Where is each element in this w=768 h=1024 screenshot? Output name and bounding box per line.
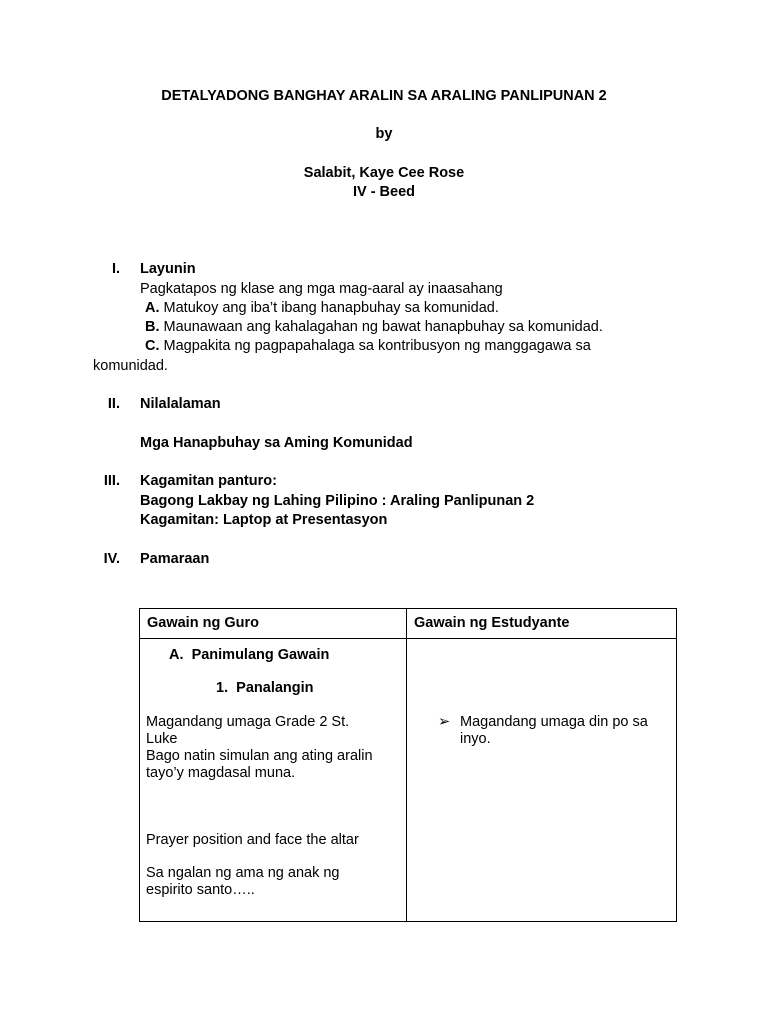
student-line: Magandang umaga din po sa — [460, 714, 648, 730]
objective-text: Maunawaan ang kahalagahan ng bawat hanapbuhay sa komunidad. — [163, 319, 603, 335]
section-heading-pamaraan: Pamaraan — [140, 551, 210, 567]
teacher-line: Bago natin simulan ang ating aralin — [146, 748, 373, 764]
by-line: by — [375, 126, 393, 142]
section-numeral-i: I. — [111, 261, 120, 277]
part-letter: A. — [169, 647, 184, 663]
author-name: Salabit, Kaye Cee Rose — [303, 165, 465, 181]
teacher-activity-cell — [140, 639, 407, 922]
student-activity-cell — [407, 639, 677, 922]
document-title: DETALYADONG BANGHAY ARALIN SA ARALING PANLIPUNAN 2 — [161, 88, 607, 104]
material-line: Kagamitan: Laptop at Presentasyon — [140, 512, 388, 528]
step-title: Panalangin — [236, 680, 314, 696]
part-heading — [169, 647, 329, 664]
part-title: Panimulang Gawain — [191, 647, 330, 663]
section-heading-nilalalaman: Nilalalaman — [140, 396, 221, 412]
objective-text: Magpakita ng pagpapahalaga sa kontribusyon ng manggagawa sa — [163, 338, 591, 354]
step-heading — [216, 680, 314, 697]
teacher-line: espirito santo….. — [146, 882, 255, 898]
student-line: inyo. — [460, 731, 491, 747]
section-numeral-iii: III. — [103, 473, 120, 489]
step-number: 1. — [216, 680, 229, 696]
section-numeral-iv: IV. — [103, 551, 120, 567]
teacher-line: Sa ngalan ng ama ng anak ng — [146, 865, 340, 881]
teacher-line: Magandang umaga Grade 2 St. — [146, 714, 350, 730]
section-heading-kagamitan: Kagamitan panturo: — [140, 473, 277, 489]
procedure-table — [139, 608, 677, 922]
objective-letter: A. — [145, 300, 160, 316]
objective-b — [145, 319, 603, 335]
section-numeral-ii: II. — [107, 396, 120, 412]
layunin-intro: Pagkatapos ng klase ang mga mag-aaral ay inaasahang — [140, 281, 503, 297]
objective-c-continuation: komunidad. — [93, 358, 168, 374]
table-header-row — [140, 609, 677, 639]
objective-a — [145, 300, 499, 316]
material-line: Bagong Lakbay ng Lahing Pilipino : Araling Panlipunan 2 — [140, 493, 535, 509]
objective-letter: B. — [145, 319, 160, 335]
author-course: IV - Beed — [352, 184, 416, 200]
teacher-instruction: Prayer position and face the altar — [146, 832, 359, 848]
lesson-topic: Mga Hanapbuhay sa Aming Komunidad — [140, 435, 413, 451]
header-gawain-ng-estudyante: Gawain ng Estudyante — [407, 609, 677, 639]
teacher-line: Luke — [146, 731, 178, 747]
bullet-arrow-icon: ➢ — [438, 714, 451, 730]
teacher-line: tayo’y magdasal muna. — [146, 765, 296, 781]
section-heading-layunin: Layunin — [140, 261, 196, 277]
objective-letter: C. — [145, 338, 160, 354]
header-gawain-ng-guro: Gawain ng Guro — [140, 609, 407, 639]
objective-text: Matukoy ang iba’t ibang hanapbuhay sa komunidad. — [163, 300, 499, 316]
objective-c — [145, 338, 591, 354]
table-row — [140, 639, 677, 922]
